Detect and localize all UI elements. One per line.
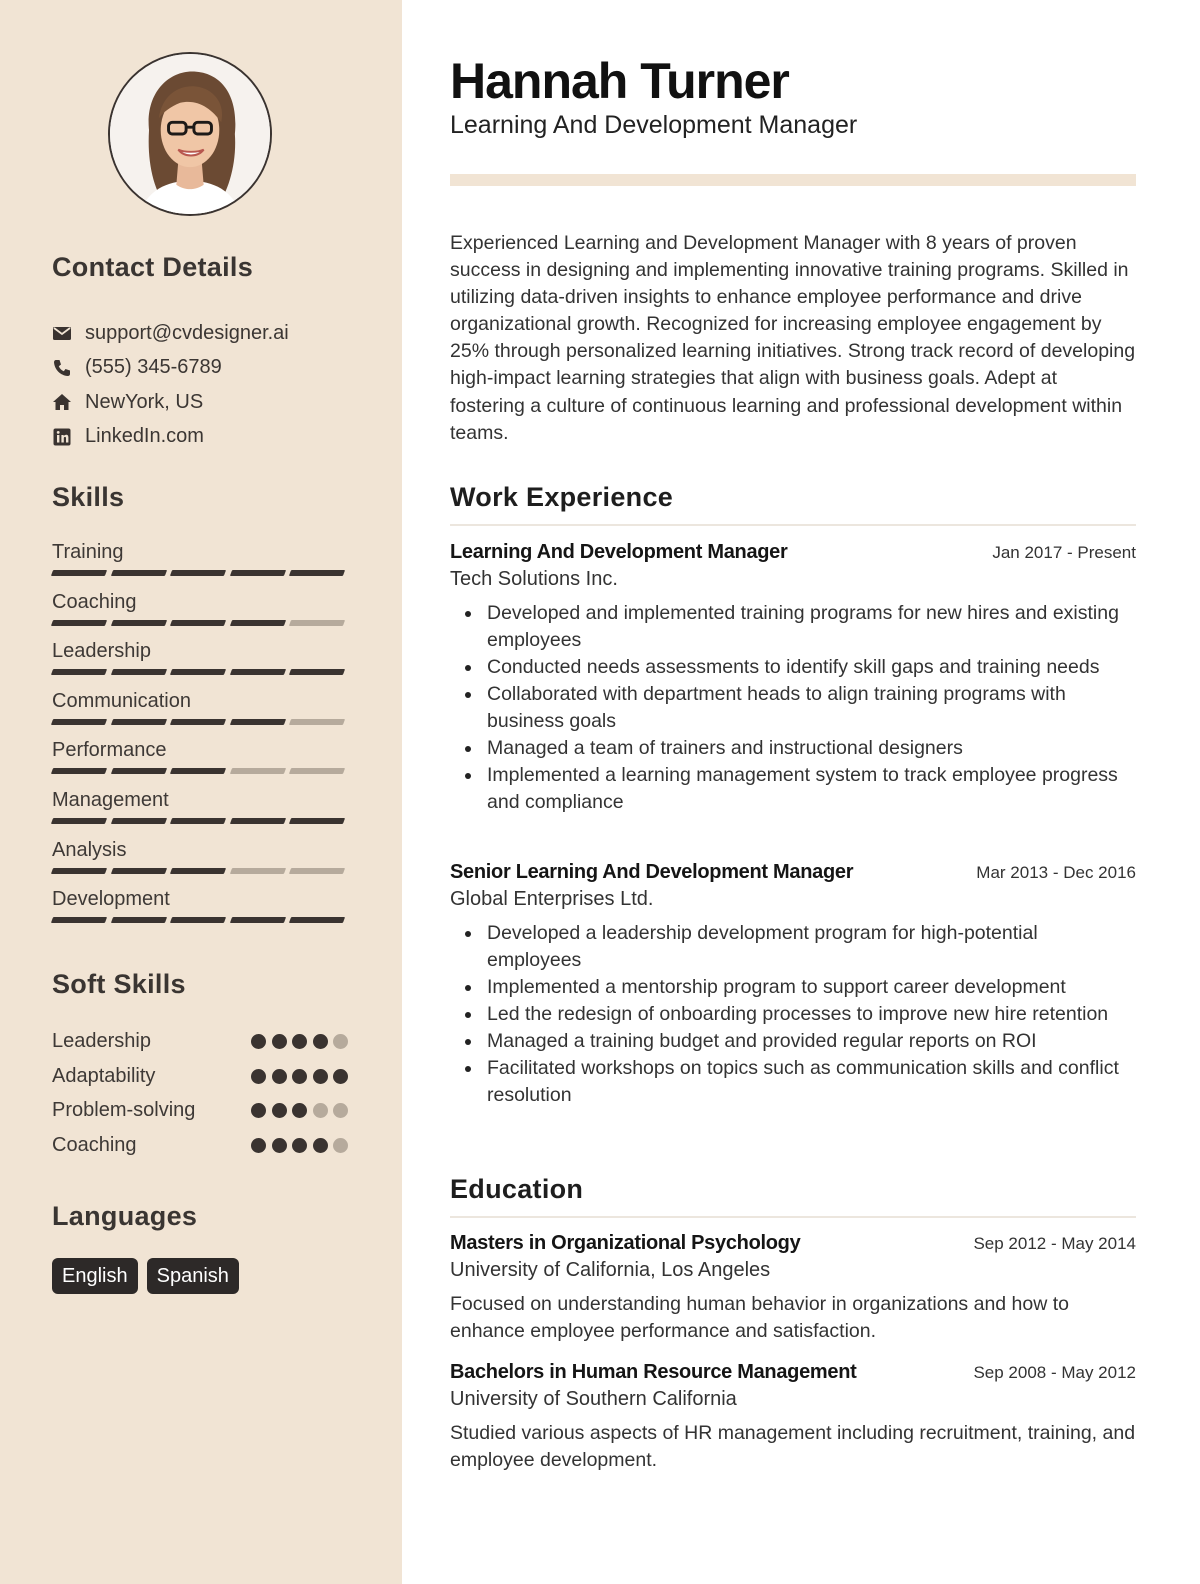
skill-label: Communication [52,689,191,712]
skill-level-segment [230,719,286,725]
job-dates: Jan 2017 - Present [992,543,1136,562]
contact-location-text: NewYork, US [85,390,204,413]
skill-level-segment [51,818,107,824]
contact-list [52,316,372,454]
profile-summary: Experienced Learning and Development Manager with 8 years of proven success in designing and implementing innovative training programs. Skilled in utilizing data-driven insights to enhance employee performance and drive organizational growth. Recognized for increasing employee engagement by 25% through personalized learning initiatives. Strong track record of developing high-impact learning strategies that align with business goals. Adept at fostering a culture of continuous learning and professional development within teams. [450,232,1136,444]
soft-skill-rating [251,1138,348,1153]
skill-level-segment [170,620,226,626]
phone-icon [52,358,72,378]
skill-level-segment [170,719,226,725]
skill-level-bars [52,620,348,626]
skill-level-segment [289,768,345,774]
soft-skill-label: Problem-solving [52,1099,196,1122]
education-dates: Sep 2012 - May 2014 [973,1234,1136,1253]
soft-skill-label: Coaching [52,1133,137,1156]
soft-skill-label: Adaptability [52,1064,156,1087]
soft-skill-rating [251,1103,348,1118]
rating-dot [251,1069,266,1084]
skill-level-segment [230,868,286,874]
skill-level-bars [52,868,348,874]
soft-skills-list [52,1024,348,1163]
rating-dot [272,1103,287,1118]
job-title: Senior Learning And Development Manager [450,861,854,883]
skill-level-segment [111,719,167,725]
skill-item [52,887,348,937]
language-badge: Spanish [147,1258,239,1294]
rating-dot [313,1103,328,1118]
skill-item [52,689,348,739]
rating-dot [313,1069,328,1084]
skill-label: Development [52,888,170,911]
job-bullet: Implemented a mentorship program to support career development [450,974,1136,1001]
avatar-portrait-icon [110,54,270,214]
skill-level-segment [289,620,345,626]
contact-linkedin-text: LinkedIn.com [85,425,204,448]
job-bullet: Led the redesign of onboarding processes to improve new hire retention [450,1001,1136,1028]
skill-label: Leadership [52,640,151,663]
contact-heading: Contact Details [52,252,254,282]
skill-level-segment [289,868,345,874]
skill-level-segment [230,818,286,824]
skill-level-segment [289,570,345,576]
skill-level-segment [111,868,167,874]
rating-dot [313,1138,328,1153]
job-bullet: Conducted needs assessments to identify skill gaps and training needs [450,654,1136,681]
rating-dot [333,1069,348,1084]
skill-level-segment [111,917,167,923]
rating-dot [333,1138,348,1153]
skill-level-segment [51,620,107,626]
skill-level-segment [230,669,286,675]
linkedin-icon [52,427,72,447]
soft-skill-item [52,1024,348,1059]
skill-level-bars [52,768,348,774]
job-company: Tech Solutions Inc. [450,568,618,590]
skill-level-bars [52,669,348,675]
contact-linkedin[interactable] [52,420,372,455]
skill-level-segment [111,818,167,824]
job-bullet: Facilitated workshops on topics such as communication skills and conflict resolution [450,1055,1136,1109]
skills-heading: Skills [52,482,125,512]
skill-level-segment [111,620,167,626]
school-name: University of California, Los Angeles [450,1259,771,1281]
language-badge: English [52,1258,138,1294]
soft-skill-item [52,1128,348,1163]
education-entry [450,1232,1136,1345]
skill-level-bars [52,917,348,923]
skill-level-segment [170,868,226,874]
rating-dot [333,1103,348,1118]
school-name: University of Southern California [450,1388,737,1410]
skill-label: Coaching [52,590,137,613]
skill-item [52,540,348,590]
skill-label: Analysis [52,838,127,861]
skill-item [52,788,348,838]
education-dates: Sep 2008 - May 2012 [973,1363,1136,1382]
skill-level-segment [230,620,286,626]
skill-level-segment [230,917,286,923]
work-experience-heading: Work Experience [450,482,1136,526]
skill-label: Management [52,788,169,811]
degree-title: Bachelors in Human Resource Management [450,1361,857,1383]
rating-dot [272,1138,287,1153]
job-bullets [450,920,1136,1109]
rating-dot [292,1138,307,1153]
header-divider [450,174,1136,186]
education-description: Focused on understanding human behavior in organizations and how to enhance employee performance and satisfaction. [450,1293,1070,1342]
languages-heading: Languages [52,1201,198,1231]
candidate-name: Hannah Turner [450,53,789,109]
job-entry [450,861,1136,1109]
skill-level-segment [170,570,226,576]
job-bullets [450,600,1136,816]
soft-skill-label: Leadership [52,1029,151,1052]
soft-skill-rating [251,1069,348,1084]
languages-list [52,1258,239,1294]
contact-phone-text: (555) 345-6789 [85,356,222,379]
skill-level-segment [51,917,107,923]
rating-dot [251,1034,266,1049]
skill-level-segment [230,768,286,774]
skill-level-segment [170,818,226,824]
skill-level-segment [170,917,226,923]
candidate-title: Learning And Development Manager [450,111,858,139]
skill-level-segment [51,669,107,675]
skill-level-segment [51,768,107,774]
skill-label: Performance [52,739,167,762]
skill-level-segment [51,868,107,874]
rating-dot [251,1103,266,1118]
education-entry [450,1361,1136,1474]
skill-level-segment [170,768,226,774]
skill-level-segment [51,570,107,576]
rating-dot [292,1069,307,1084]
email-icon [52,323,72,343]
skill-item [52,738,348,788]
soft-skills-heading: Soft Skills [52,969,186,999]
skill-level-segment [289,719,345,725]
skill-level-segment [51,719,107,725]
sidebar [0,0,402,1584]
rating-dot [272,1069,287,1084]
skill-level-segment [111,768,167,774]
skill-item [52,639,348,689]
contact-email[interactable] [52,316,372,351]
rating-dot [251,1138,266,1153]
soft-skill-rating [251,1034,348,1049]
skills-list [52,540,348,937]
skill-level-bars [52,719,348,725]
rating-dot [292,1103,307,1118]
skill-level-bars [52,818,348,824]
education-heading: Education [450,1174,1136,1218]
skill-level-segment [289,818,345,824]
skill-level-segment [111,669,167,675]
rating-dot [313,1034,328,1049]
job-title: Learning And Development Manager [450,541,788,563]
skill-level-segment [289,917,345,923]
job-entry [450,541,1136,816]
job-bullet: Implemented a learning management system to track employee progress and compliance [450,762,1136,816]
home-icon [52,392,72,412]
job-bullet: Managed a training budget and provided regular reports on ROI [450,1028,1136,1055]
rating-dot [292,1034,307,1049]
skill-item [52,590,348,640]
skill-level-segment [111,570,167,576]
rating-dot [272,1034,287,1049]
profile-photo [108,52,272,216]
job-dates: Mar 2013 - Dec 2016 [976,863,1136,882]
job-bullet: Collaborated with department heads to align training programs with business goals [450,681,1136,735]
job-bullet: Developed and implemented training programs for new hires and existing employees [450,600,1136,654]
contact-phone[interactable] [52,351,372,386]
education-description: Studied various aspects of HR management including recruitment, training, and employee development. [450,1422,1136,1471]
job-company: Global Enterprises Ltd. [450,888,654,910]
skill-level-segment [230,570,286,576]
soft-skill-item [52,1093,348,1128]
contact-email-text: support@cvdesigner.ai [85,321,289,344]
job-bullet: Managed a team of trainers and instructional designers [450,735,1136,762]
job-bullet: Developed a leadership development program for high-potential employees [450,920,1136,974]
skill-label: Training [52,541,124,563]
soft-skill-item [52,1059,348,1094]
degree-title: Masters in Organizational Psychology [450,1232,801,1254]
skill-level-segment [289,669,345,675]
skill-item [52,838,348,888]
skill-level-bars [52,570,348,576]
skill-level-segment [170,669,226,675]
rating-dot [333,1034,348,1049]
contact-location [52,385,372,420]
